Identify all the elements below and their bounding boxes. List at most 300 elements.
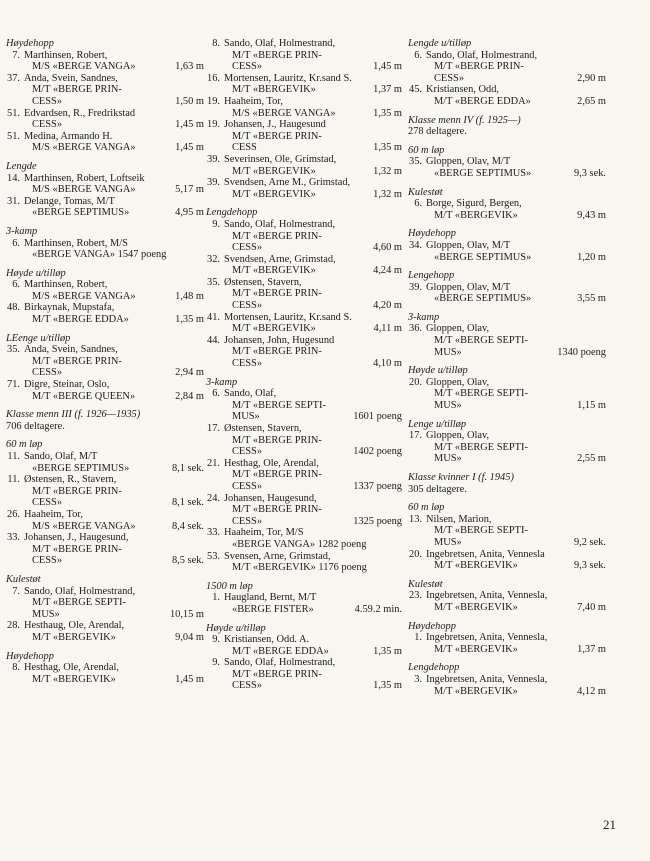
placing-number: 1. (212, 592, 220, 604)
athlete-name: Ingebretsen, Anita, Vennesla, (426, 632, 548, 644)
result-value: 2,90 m (577, 72, 606, 84)
event-section (6, 161, 212, 219)
result-value: 1,37 m (373, 84, 402, 96)
result-value: 7,40 m (577, 601, 606, 613)
ship-line: M/T «BERGE EDDA» (232, 645, 329, 657)
placing-number: 23. (409, 590, 422, 602)
event-header: 3-kamp (206, 376, 238, 388)
event-header: Lengde u/tilløp (408, 38, 472, 49)
ship-line: M/T «BERGEVIK» (434, 643, 518, 655)
result-entry (206, 592, 410, 615)
event-section (408, 472, 614, 495)
placing-number: 24. (207, 492, 220, 504)
event-section (6, 651, 212, 686)
athlete-name: Marthinsen, Robert, M/S (24, 237, 128, 249)
result-value: 4,95 m (175, 207, 204, 219)
placing-number: 3. (414, 673, 422, 685)
placing-number: 16. (207, 72, 220, 84)
result-entry (408, 84, 614, 107)
athlete-name: Kristiansen, Odd. A. (224, 634, 310, 646)
result-value: 4,11 m (373, 323, 402, 335)
athlete-name: Nilsen, Marion, (426, 513, 492, 525)
result-entry (206, 154, 410, 177)
placing-number: 8. (212, 38, 220, 49)
result-entry (206, 551, 410, 574)
event-header: 3-kamp (408, 311, 440, 323)
ship-line: M/S «BERGE VANGA» (32, 520, 136, 532)
result-entry (408, 632, 614, 655)
athlete-name: Haaheim, Tor, (24, 508, 83, 520)
result-entry (206, 219, 410, 254)
ship-line: CESS» (434, 72, 465, 84)
result-entry (206, 657, 410, 692)
event-header: Lengde (6, 160, 37, 172)
result-entry (206, 96, 410, 119)
placing-number: 53. (207, 550, 220, 562)
placing-number: 17. (409, 430, 422, 442)
results-column-2 (206, 38, 410, 699)
result-value: 9,04 m (175, 631, 204, 643)
athlete-name: Birkaynak, Mupstafa, (24, 302, 115, 314)
result-entry (206, 177, 410, 200)
ship-line: M/T «BERGEVIK» (232, 165, 316, 177)
result-entry (408, 590, 614, 613)
participant-count: 305 deltagere. (408, 483, 467, 495)
ship-line: M/S «BERGE VANGA» (32, 61, 136, 73)
placing-number: 8. (12, 662, 20, 674)
ship-line: M/T «BERGE PRIN- (232, 130, 322, 142)
result-value: 4,12 m (577, 685, 606, 697)
athlete-name: Sando, Olaf, Holmestrand, (426, 49, 538, 61)
result-entry (206, 335, 410, 370)
result-entry (408, 674, 614, 697)
placing-number: 44. (207, 334, 220, 346)
ship-line: CESS» (32, 497, 63, 509)
result-entry (6, 302, 212, 325)
athlete-name: Sando, Olaf, Holmestrand, (224, 657, 336, 669)
placing-number: 51. (7, 107, 20, 119)
result-value: 1,37 m (577, 643, 606, 655)
event-section (206, 38, 410, 200)
ship-line: M/T «BERGE PRIN- (232, 504, 322, 516)
result-value: 1,20 m (577, 251, 606, 263)
athlete-name: Haaheim, Tor, M/S (224, 527, 304, 539)
result-entry (206, 423, 410, 458)
placing-number: 9. (212, 657, 220, 669)
result-value: 1,35 m (373, 645, 402, 657)
athlete-name: Gloppen, Olav, M/T (426, 156, 511, 168)
result-value: 9,2 sek. (573, 536, 606, 548)
placing-number: 20. (409, 376, 422, 388)
placing-number: 71. (7, 379, 20, 391)
athlete-name: Anda, Svein, Sandnes, (24, 72, 118, 84)
result-entry (206, 312, 410, 335)
ship-line: MUS» (434, 453, 462, 465)
ship-line: M/T «BERGE PRIN- (232, 346, 322, 358)
result-value: 1,15 m (577, 400, 606, 412)
event-section (408, 228, 614, 263)
ship-line: M/T «BERGE QUEEN» (32, 390, 136, 402)
ship-line: M/T «BERGE SEPTI- (434, 388, 528, 400)
athlete-name: Ingebretsen, Anita, Vennesla, (426, 673, 548, 685)
result-value: 8,4 sek. (171, 520, 204, 532)
ship-line: M/T «BERGE SEPTI- (434, 335, 528, 347)
result-entry (6, 73, 212, 108)
athlete-name: Medina, Armando H. (24, 130, 113, 142)
ship-line: CESS» (232, 300, 263, 312)
athlete-name: Svensen, Arne, Grimstad, (224, 550, 331, 562)
ship-line: CESS» (32, 119, 63, 131)
result-entry (6, 662, 212, 685)
event-section (206, 581, 410, 616)
athlete-name: Johansen, J., Haugesund (224, 119, 326, 131)
ship-line: M/T «BERGEVIK» (232, 188, 316, 200)
athlete-name: Borge, Sigurd, Bergen, (426, 198, 522, 210)
event-header: Høyde u/tilløp (6, 267, 66, 279)
result-entry (206, 73, 410, 96)
placing-number: 39. (207, 177, 220, 189)
athlete-name: Edvardsen, R., Fredrikstad (24, 107, 136, 119)
result-value: 4,20 m (373, 300, 402, 312)
placing-number: 14. (7, 172, 20, 184)
ship-line: MUS» (434, 536, 462, 548)
ship-line: M/T «BERGE PRIN- (32, 355, 122, 367)
athlete-name: Haaheim, Tor, (224, 95, 283, 107)
result-entry (206, 527, 410, 550)
athlete-name: Digre, Steinar, Oslo, (24, 379, 110, 391)
ship-line: CESS (232, 142, 257, 154)
athlete-name: Østensen, R., Stavern, (24, 474, 117, 486)
result-entry (206, 634, 410, 657)
placing-number: 41. (207, 311, 220, 323)
athlete-name: Johansen, John, Hugesund (224, 334, 335, 346)
result-entry (6, 509, 212, 532)
results-column-3 (408, 38, 614, 704)
result-value: 2,55 m (577, 453, 606, 465)
ship-line: M/T «BERGE SEPTI- (232, 399, 326, 411)
ship-line: «BERGE VANGA» 1282 poeng (232, 538, 367, 550)
result-entry (408, 514, 614, 549)
result-entry (408, 377, 614, 412)
result-value: 1,35 m (175, 314, 204, 326)
placing-number: 11. (7, 451, 20, 462)
athlete-name: Anda, Svein, Sandnes, (24, 344, 118, 356)
athlete-name: Ingebretsen, Anita, Vennesla, (426, 590, 548, 602)
result-value: 2,94 m (175, 367, 204, 379)
ship-line: M/T «BERGEVIK» (434, 601, 518, 613)
result-value: 1337 poeng (353, 480, 402, 492)
result-entry (6, 586, 212, 621)
result-value: 1,45 m (175, 142, 204, 154)
placing-number: 9. (212, 218, 220, 230)
athlete-name: Marthinsen, Robert, Loftseik (24, 172, 145, 184)
event-section (6, 38, 212, 154)
ship-line: M/S «BERGE VANGA» (32, 290, 136, 302)
athlete-name: Haugland, Bernt, M/T (224, 592, 317, 604)
result-entry (206, 388, 410, 423)
ship-line: M/T «BERGE PRIN- (232, 469, 322, 481)
placing-number: 13. (409, 513, 422, 525)
event-section (408, 662, 614, 697)
ship-line: CESS» (232, 242, 263, 254)
ship-line: «BERGE FISTER» (232, 603, 314, 615)
placing-number: 6. (414, 49, 422, 61)
ship-line: M/T «BERGE SEPTI- (434, 441, 528, 453)
ship-line: «BERGE SEPTIMUS» (32, 462, 130, 474)
event-header: 60 m løp (408, 144, 445, 156)
athlete-name: Gloppen, Olav, (426, 376, 490, 388)
athlete-name: Sando, Olaf, Holmestrand, (224, 38, 336, 49)
result-value: 1,45 m (175, 673, 204, 685)
ship-line: CESS» (232, 358, 263, 370)
result-value: 2,65 m (577, 95, 606, 107)
athlete-name: Hesthaug, Ole, Arendal, (24, 620, 125, 632)
placing-number: 39. (409, 281, 422, 293)
result-value: 4,24 m (373, 265, 402, 277)
result-value: 1,45 m (175, 119, 204, 131)
placing-number: 48. (7, 302, 20, 314)
ship-line: MUS» (32, 608, 60, 620)
result-entry (6, 620, 212, 643)
placing-number: 35. (7, 344, 20, 356)
event-header: Lenge u/tilløp (408, 418, 467, 430)
placing-number: 21. (207, 457, 220, 469)
result-value: 3,55 m (577, 293, 606, 305)
ship-line: CESS» (232, 680, 263, 692)
placing-number: 20. (409, 548, 422, 560)
ship-line: M/T «BERGE PRIN- (32, 543, 122, 555)
result-entry (206, 277, 410, 312)
placing-number: 51. (7, 130, 20, 142)
placing-number: 6. (12, 237, 20, 249)
ship-line: M/S «BERGE VANGA» (32, 184, 136, 196)
result-entry (408, 156, 614, 179)
event-section (408, 419, 614, 465)
ship-line: M/T «BERGEVIK» (434, 685, 518, 697)
athlete-name: Gloppen, Olav, M/T (426, 281, 511, 293)
placing-number: 11. (7, 474, 20, 486)
result-value: 10,15 m (169, 608, 204, 620)
ship-line: MUS» (434, 346, 462, 358)
placing-number: 34. (409, 239, 422, 251)
result-entry (408, 50, 614, 85)
ship-line: M/S «BERGE VANGA» (32, 142, 136, 154)
ship-line: M/T «BERGE EDDA» (32, 314, 129, 326)
ship-line: M/T «BERGEVIK» 1176 poeng (232, 562, 367, 574)
athlete-name: Sando, Olaf, (224, 388, 277, 400)
athlete-name: Kristiansen, Odd, (426, 84, 500, 96)
result-value: 4.59.2 min. (354, 603, 402, 615)
ship-line: M/T «BERGE PRIN- (434, 61, 524, 73)
ship-line: «BERGE SEPTIMUS» (434, 167, 532, 179)
result-value: 1,35 m (373, 107, 402, 119)
event-header: 3-kamp (6, 225, 38, 237)
ship-line: M/T «BERGE PRIN- (232, 668, 322, 680)
ship-line: M/T «BERGE PRIN- (232, 49, 322, 61)
ship-line: M/T «BERGEVIK» (232, 323, 316, 335)
athlete-name: Gloppen, Olav, (426, 430, 490, 442)
result-value: 1,48 m (175, 290, 204, 302)
athlete-name: Gloppen, Olav, (426, 323, 490, 335)
event-section (408, 145, 614, 180)
placing-number: 26. (7, 508, 20, 520)
ship-line: M/T «BERGEVIK» (434, 209, 518, 221)
athlete-name: Sando, Olaf, M/T (24, 451, 98, 462)
result-value: 1,35 m (373, 680, 402, 692)
ship-line: M/T «BERGEVIK» (32, 673, 116, 685)
result-value: 1340 poeng (557, 346, 606, 358)
athlete-name: Hesthag, Ole, Arendal, (24, 662, 119, 674)
placing-number: 17. (207, 423, 220, 434)
result-value: 1601 poeng (353, 411, 402, 423)
placing-number: 1. (414, 632, 422, 644)
athlete-name: Marthinsen, Robert, (24, 49, 108, 61)
athlete-name: Ingebretsen, Anita, Vennesla (426, 548, 545, 560)
athlete-name: Johansen, J., Haugesund, (24, 532, 129, 544)
athlete-name: Severinsen, Ole, Grimstad, (224, 153, 337, 165)
result-value: 4,60 m (373, 242, 402, 254)
event-section (408, 38, 614, 108)
ship-line: CESS» (32, 555, 63, 567)
participant-count: 706 deltagere. (6, 420, 65, 432)
placing-number: 35. (207, 276, 220, 288)
ship-line: «BERGE VANGA» 1547 poeng (32, 249, 167, 261)
event-section (408, 187, 614, 222)
event-section (408, 270, 614, 305)
results-column-1 (6, 38, 212, 692)
placing-number: 39. (207, 153, 220, 165)
result-entry (408, 549, 614, 572)
event-header: Høydehopp (408, 620, 456, 632)
result-entry (6, 131, 212, 154)
athlete-name: Sando, Olaf, Holmestrand, (224, 218, 336, 230)
result-entry (206, 458, 410, 493)
result-entry (408, 430, 614, 465)
ship-line: «BERGE SEPTIMUS» (32, 207, 130, 219)
result-entry (6, 344, 212, 379)
result-entry (6, 196, 212, 219)
athlete-name: Gloppen, Olav, M/T (426, 239, 511, 251)
result-entry (6, 379, 212, 402)
event-section (6, 226, 212, 261)
result-value: 4,10 m (373, 358, 402, 370)
ship-line: CESS» (232, 515, 263, 527)
event-section (206, 207, 410, 369)
ship-line: M/T «BERGEVIK» (232, 84, 316, 96)
result-value: 9,43 m (577, 209, 606, 221)
result-entry (6, 451, 212, 474)
ship-line: M/T «BERGE SEPTI- (434, 525, 528, 537)
event-section (408, 312, 614, 358)
result-value: 1,35 m (373, 142, 402, 154)
ship-line: CESS» (232, 446, 263, 458)
ship-line: M/T «BERGE PRIN- (232, 230, 322, 242)
athlete-name: Mortensen, Lauritz, Kr.sand S. (224, 311, 352, 323)
athlete-name: Mortensen, Lauritz, Kr.sand S. (224, 72, 352, 84)
event-section (6, 268, 212, 326)
placing-number: 6. (12, 279, 20, 291)
result-entry (6, 173, 212, 196)
ship-line: M/S «BERGE VANGA» (232, 107, 336, 119)
event-section (408, 621, 614, 656)
event-header: Kulestøt (408, 186, 443, 198)
event-header: Høydehopp (6, 38, 54, 49)
placing-number: 28. (7, 620, 20, 632)
event-section (206, 623, 410, 693)
ship-line: M/T «BERGE PRIN- (32, 84, 122, 96)
event-header: 60 m løp (408, 502, 445, 514)
ship-line: «BERGE SEPTIMUS» (434, 293, 532, 305)
event-header: Lengehopp (408, 270, 455, 282)
ship-line: M/T «BERGE PRIN- (32, 485, 122, 497)
result-entry (6, 474, 212, 509)
placing-number: 36. (409, 323, 422, 335)
event-section (408, 502, 614, 572)
event-header: Høydehopp (6, 650, 54, 662)
event-header: Høyde u/tilløp (408, 365, 468, 377)
result-entry (408, 323, 614, 358)
event-header: Klasse menn III (f. 1926—1935) (6, 409, 141, 421)
event-section (6, 439, 212, 567)
athlete-name: Sando, Olaf, Holmestrand, (24, 585, 136, 597)
event-header: 1500 m løp (206, 580, 253, 592)
event-section (408, 115, 614, 138)
placing-number: 6. (212, 388, 220, 400)
result-value: 8,1 sek. (171, 497, 204, 509)
placing-number: 7. (12, 585, 20, 597)
result-entry (6, 279, 212, 302)
placing-number: 35. (409, 156, 422, 168)
result-entry (6, 108, 212, 131)
result-value: 1,32 m (373, 188, 402, 200)
result-entry (6, 50, 212, 73)
placing-number: 6. (414, 198, 422, 210)
result-value: 1402 poeng (353, 446, 402, 458)
placing-number: 32. (207, 253, 220, 265)
athlete-name: Marthinsen, Robert, (24, 279, 108, 291)
event-header: 60 m løp (6, 439, 43, 451)
ship-line: M/T «BERGEVIK» (232, 265, 316, 277)
athlete-name: Delange, Tomas, M/T (24, 195, 115, 207)
result-value: 1,50 m (175, 95, 204, 107)
result-entry (206, 254, 410, 277)
placing-number: 9. (212, 634, 220, 646)
placing-number: 7. (12, 49, 20, 61)
ship-line: M/T «BERGEVIK» (434, 560, 518, 572)
event-header: Klasse menn IV (f. 1925—) (408, 114, 521, 126)
event-header: Høyde u/tilløp (206, 622, 266, 634)
ship-line: CESS» (32, 95, 63, 107)
result-entry (206, 493, 410, 528)
event-section (6, 574, 212, 644)
event-section (408, 365, 614, 411)
ship-line: CESS» (32, 367, 63, 379)
event-header: Klasse kvinner I (f. 1945) (408, 472, 514, 483)
ship-line: M/T «BERGE PRIN- (232, 288, 322, 300)
result-value: 2,84 m (175, 390, 204, 402)
event-header: Høydehopp (408, 228, 456, 240)
placing-number: 33. (207, 527, 220, 539)
athlete-name: Svendsen, Arne, Grimstad, (224, 253, 336, 265)
athlete-name: Hesthag, Ole, Arendal, (224, 457, 319, 469)
event-header: Lengdehopp (408, 662, 460, 674)
athlete-name: Svendsen, Arne M., Grimstad, (224, 177, 351, 189)
placing-number: 19. (207, 119, 220, 131)
ship-line: MUS» (232, 411, 260, 423)
result-value: 8,1 sek. (171, 462, 204, 474)
ship-line: M/T «BERGE EDDA» (434, 95, 531, 107)
ship-line: CESS» (232, 61, 263, 73)
